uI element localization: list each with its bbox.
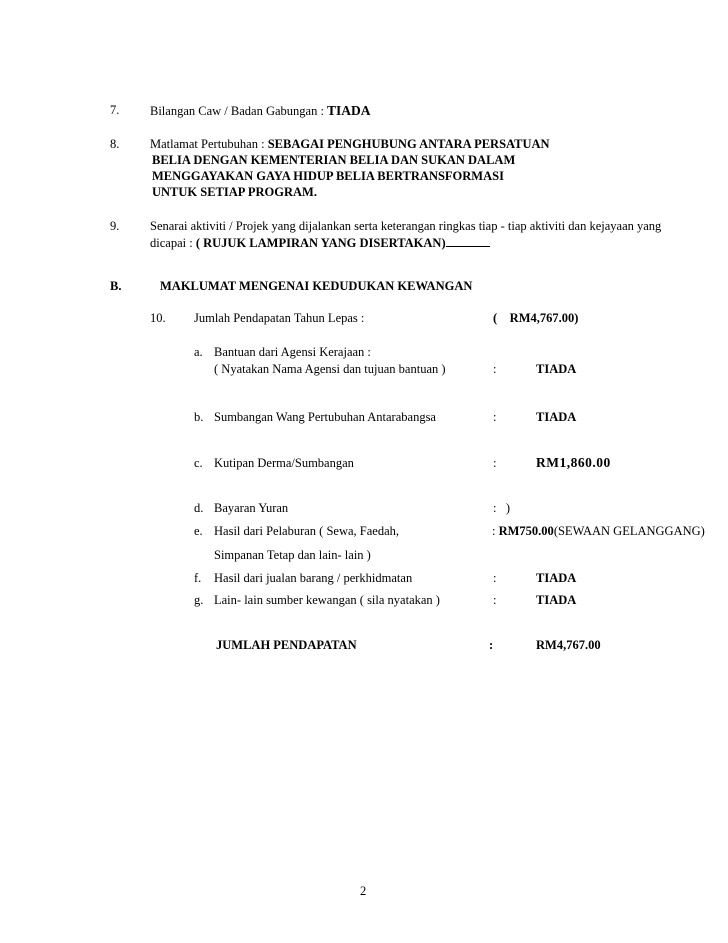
row-d-colon: : ) (493, 501, 511, 515)
section-b-title: MAKLUMAT MENGENAI KEDUDUKAN KEWANGAN (160, 279, 473, 293)
row-e-value-line (492, 524, 705, 539)
row-d-letter: d. (194, 501, 204, 515)
row-b-letter: b. (194, 410, 204, 424)
item8-value-line4: UNTUK SETIAP PROGRAM. (152, 185, 317, 199)
item7-number: 7. (110, 103, 120, 117)
item8-line1 (150, 137, 550, 152)
total-label: JUMLAH PENDAPATAN (216, 638, 357, 652)
item10-value: ( RM4,767.00) (493, 311, 579, 325)
row-a-sub: ( Nyatakan Nama Agensi dan tujuan bantuan ) (214, 362, 446, 376)
item9-line1: Senarai aktiviti / Projek yang dijalankan serta keterangan ringkas tiap - tiap aktiviti dan kejayaan yang (150, 219, 662, 233)
row-g-letter: g. (194, 593, 204, 607)
row-f-letter: f. (194, 571, 202, 585)
item9-number: 9. (110, 219, 120, 233)
row-f-label: Hasil dari jualan barang / perkhidmatan (214, 571, 413, 585)
item7-label: Bilangan Caw / Badan Gabungan : (150, 104, 324, 118)
row-c-label: Kutipan Derma/Sumbangan (214, 456, 354, 470)
item10-label: Jumlah Pendapatan Tahun Lepas : (194, 311, 365, 325)
item9-underline (446, 235, 490, 247)
row-f-colon: : (493, 571, 497, 585)
row-c-colon: : (493, 456, 497, 470)
total-value: RM4,767.00 (536, 638, 601, 652)
row-e-colon: : (492, 524, 496, 538)
item10-number: 10. (150, 311, 166, 325)
item8-value-line3: MENGGAYAKAN GAYA HIDUP BELIA BERTRANSFORMASI (152, 169, 504, 183)
row-f-value: TIADA (536, 571, 577, 585)
row-c-value: RM1,860.00 (536, 455, 611, 470)
row-b-label: Sumbangan Wang Pertubuhan Antarabangsa (214, 410, 436, 424)
item8-value-line2: BELIA DENGAN KEMENTERIAN BELIA DAN SUKAN DALAM (152, 153, 516, 167)
row-g-colon: : (493, 593, 497, 607)
item7-value: TIADA (327, 103, 371, 118)
row-a-label: Bantuan dari Agensi Kerajaan : (214, 345, 371, 359)
item9-line2 (150, 235, 490, 251)
row-e-letter: e. (194, 524, 203, 538)
item8-label: Matlamat Pertubuhan : (150, 137, 265, 151)
row-b-colon: : (493, 410, 497, 424)
row-d-label: Bayaran Yuran (214, 501, 289, 515)
row-e-note: (SEWAAN GELANGGANG) (553, 524, 705, 538)
row-a-value: TIADA (536, 362, 577, 376)
row-g-label: Lain- lain sumber kewangan ( sila nyatakan ) (214, 593, 440, 607)
row-g-value: TIADA (536, 593, 577, 607)
row-e-value: RM750.00 (498, 524, 554, 538)
row-e-label: Hasil dari Pelaburan ( Sewa, Faedah, (214, 524, 400, 538)
item8-number: 8. (110, 137, 120, 151)
item7-line (150, 103, 371, 119)
row-b-value: TIADA (536, 410, 577, 424)
total-colon: : (489, 638, 494, 652)
row-a-colon: : (493, 362, 497, 376)
item8-value-line1: SEBAGAI PENGHUBUNG ANTARA PERSATUAN (267, 137, 550, 151)
item9-line2-prefix: dicapai : (150, 236, 193, 250)
item9-line2-bold: ( RUJUK LAMPIRAN YANG DISERTAKAN) (195, 236, 446, 250)
row-c-letter: c. (194, 456, 203, 470)
row-a-letter: a. (194, 345, 203, 359)
page-number: 2 (360, 884, 367, 898)
row-e-sub: Simpanan Tetap dan lain- lain ) (214, 548, 371, 562)
section-b-letter: B. (110, 279, 122, 293)
